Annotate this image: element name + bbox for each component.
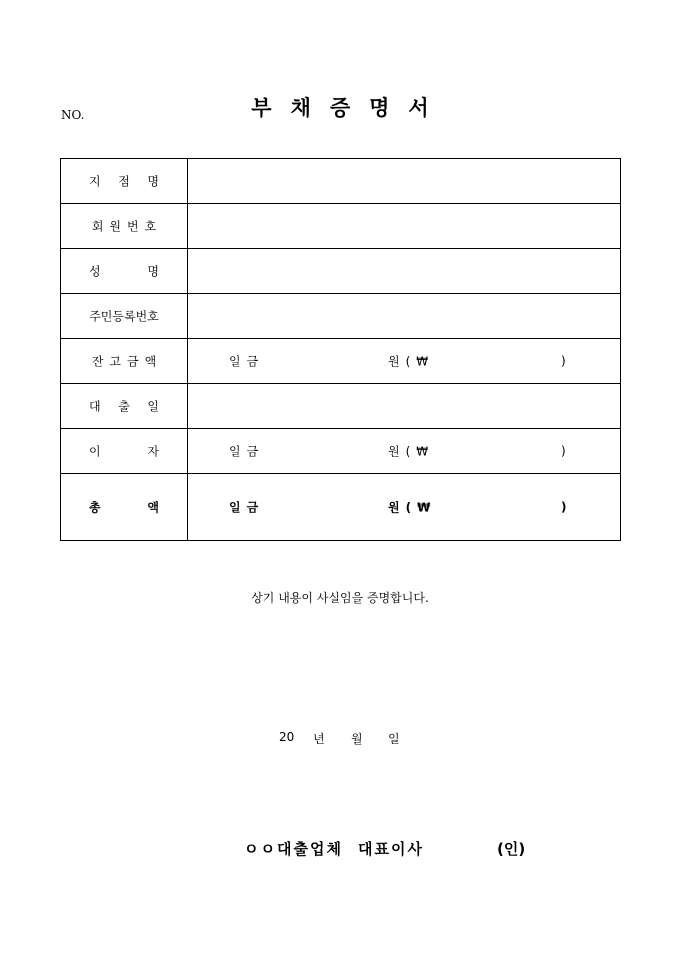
document-number-label: NO. <box>61 108 85 122</box>
won-symbol-icon: ₩ <box>417 500 431 515</box>
won-open: ( <box>405 500 412 515</box>
label-part: 성 <box>89 264 101 279</box>
won-label: 원 <box>388 500 400 515</box>
label-part: 일 <box>147 399 159 414</box>
label-part: 액 <box>147 500 159 515</box>
signature-title: 대표이사 <box>358 840 424 858</box>
table-row <box>61 339 621 384</box>
signature-company: ㅇㅇ대출업체 <box>244 840 343 858</box>
date-day-label: 일 <box>388 732 400 746</box>
won-label: 원 <box>388 354 400 369</box>
won-symbol-icon: ₩ <box>416 444 429 459</box>
table-row <box>61 159 621 204</box>
amount-word: 일금 <box>229 354 265 369</box>
resident-number-value-field[interactable] <box>188 294 621 339</box>
label-part: 이 <box>89 444 101 459</box>
label-part: 명 <box>147 264 159 279</box>
label-part: 점 <box>118 174 130 189</box>
won-symbol-icon: ₩ <box>416 354 429 369</box>
label-part: 출 <box>118 399 130 414</box>
row-label-loan-date <box>61 384 188 429</box>
loan-date-value-field[interactable] <box>188 384 621 429</box>
won-unit <box>388 353 428 370</box>
member-number-value-field[interactable] <box>188 204 621 249</box>
row-label-total <box>61 474 188 541</box>
document-title: 부채증명서 <box>251 96 448 120</box>
date-month-label: 월 <box>351 732 363 746</box>
label-part: 총 <box>89 500 101 515</box>
label-part: 명 <box>147 174 159 189</box>
won-close: ) <box>561 354 566 368</box>
row-label-branch <box>61 159 188 204</box>
won-close: ) <box>561 500 567 514</box>
table-row <box>61 429 621 474</box>
certificate-table <box>60 158 621 541</box>
table-row <box>61 249 621 294</box>
table-row <box>61 204 621 249</box>
label-part: 대 <box>89 399 101 414</box>
balance-amount-field[interactable] <box>188 339 621 384</box>
name-value-field[interactable] <box>188 249 621 294</box>
table-row <box>61 294 621 339</box>
certification-statement: 상기 내용이 사실임을 증명합니다. <box>251 591 429 605</box>
label-text: 회원번호 <box>91 219 163 234</box>
row-label-balance <box>61 339 188 384</box>
won-close: ) <box>561 444 566 458</box>
date-year-label: 년 <box>313 732 325 746</box>
row-label-name <box>61 249 188 294</box>
total-amount-field[interactable] <box>188 474 621 541</box>
label-text: 주민등록번호 <box>89 309 159 324</box>
won-open: ( <box>405 444 411 459</box>
amount-word: 일금 <box>229 444 265 459</box>
signature-seal: (인) <box>497 840 526 858</box>
won-open: ( <box>405 354 411 369</box>
label-text: 잔고금액 <box>91 354 163 369</box>
label-part: 지 <box>89 174 101 189</box>
date-year-prefix: 20 <box>279 730 295 744</box>
row-label-resident-number <box>61 294 188 339</box>
table-row <box>61 384 621 429</box>
label-part: 자 <box>147 444 159 459</box>
branch-value-field[interactable] <box>188 159 621 204</box>
row-label-member-number <box>61 204 188 249</box>
won-label: 원 <box>388 444 400 459</box>
amount-word: 일금 <box>229 500 265 515</box>
interest-amount-field[interactable] <box>188 429 621 474</box>
won-unit <box>388 443 428 460</box>
table-row <box>61 474 621 541</box>
won-unit <box>388 499 430 516</box>
row-label-interest <box>61 429 188 474</box>
